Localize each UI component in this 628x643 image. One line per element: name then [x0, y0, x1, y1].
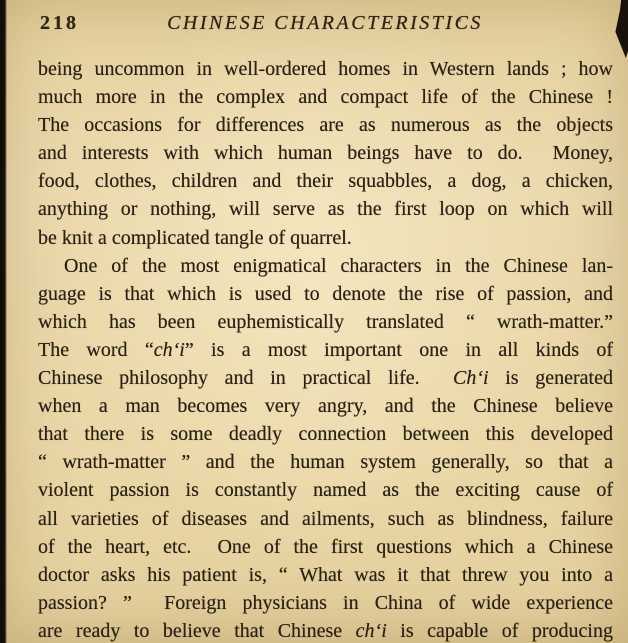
- text-line: [38, 617, 613, 643]
- text-line: [38, 111, 613, 139]
- text-line: [38, 224, 613, 252]
- text-line: [38, 364, 613, 392]
- text-line: [38, 252, 613, 280]
- text-segment: ” is a most important one in all kinds of: [184, 338, 614, 361]
- text-segment: and interests with which human beings have to do. Money,: [38, 142, 613, 165]
- text-segment: which has been euphemistically translated “ wrath-matter.”: [38, 310, 613, 333]
- paragraph: [38, 252, 613, 643]
- text-segment: of the heart, etc. One of the first questions which a Chinese: [38, 535, 613, 558]
- text-segment: much more in the complex and compact life of the Chinese !: [38, 86, 613, 109]
- text-line: [38, 55, 613, 83]
- text-segment: doctor asks his patient is, “ What was it that threw you into a: [38, 563, 613, 586]
- text-segment: violent passion is constantly named as the exciting cause of: [38, 479, 613, 502]
- text-line: [38, 392, 613, 420]
- text-line: [38, 505, 613, 533]
- text-segment: guage is that which is used to denote the rise of passion, and: [38, 282, 613, 305]
- text-line: [38, 280, 613, 308]
- text-line: [38, 83, 613, 111]
- text-line: [38, 420, 613, 448]
- text-segment: Chinese philosophy and in practical life.: [38, 367, 453, 390]
- text-segment: is generated: [488, 367, 613, 390]
- text-line: [38, 167, 613, 195]
- running-title: CHINESE CHARACTERISTICS: [167, 12, 483, 34]
- text-segment: is capable of producing: [386, 619, 613, 642]
- text-line: [38, 561, 613, 589]
- text-segment: when a man becomes very angry, and the Chinese believe: [38, 395, 613, 418]
- text-segment: being uncommon in well-ordered homes in Western lands ; how: [38, 58, 613, 80]
- text-line: [38, 448, 613, 476]
- text-segment: are ready to believe that Chinese: [38, 619, 356, 642]
- text-line: [38, 533, 613, 561]
- text-line: [38, 195, 613, 223]
- italic-term: Ch‘i: [453, 367, 489, 390]
- text-line: [38, 336, 613, 364]
- text-segment: that there is some deadly connection between this developed: [38, 423, 613, 446]
- text-segment: all varieties of diseases and ailments, such as blindness, failure: [38, 507, 613, 530]
- text-segment: passion? ” Foreign physicians in China of wide experience: [38, 591, 613, 614]
- text-segment: The occasions for differences are as numerous as the objects: [38, 114, 613, 137]
- text-segment: be knit a complicated tangle of quarrel.: [38, 226, 352, 249]
- italic-term: ch‘i: [153, 338, 185, 361]
- text-segment: One of the most enigmatical characters in the Chinese lan-: [64, 254, 613, 277]
- italic-term: ch‘i: [355, 619, 387, 642]
- text-segment: anything or nothing, will serve as the first loop on which will: [38, 198, 613, 221]
- text-segment: food, clothes, children and their squabbles, a dog, a chicken,: [38, 170, 613, 193]
- page-header: [38, 12, 612, 40]
- text-segment: The word “: [38, 338, 154, 361]
- text-line: [38, 139, 613, 167]
- text-line: [38, 589, 613, 617]
- text-block: [38, 55, 613, 643]
- scan-edge-left: [0, 0, 7, 643]
- text-segment: “ wrath-matter ” and the human system generally, so that a: [38, 451, 613, 474]
- page-number: 218: [40, 12, 79, 34]
- text-line: [38, 308, 613, 336]
- scan-edge-top-right: [610, 0, 628, 58]
- text-line: [38, 476, 613, 504]
- paragraph: [38, 55, 613, 252]
